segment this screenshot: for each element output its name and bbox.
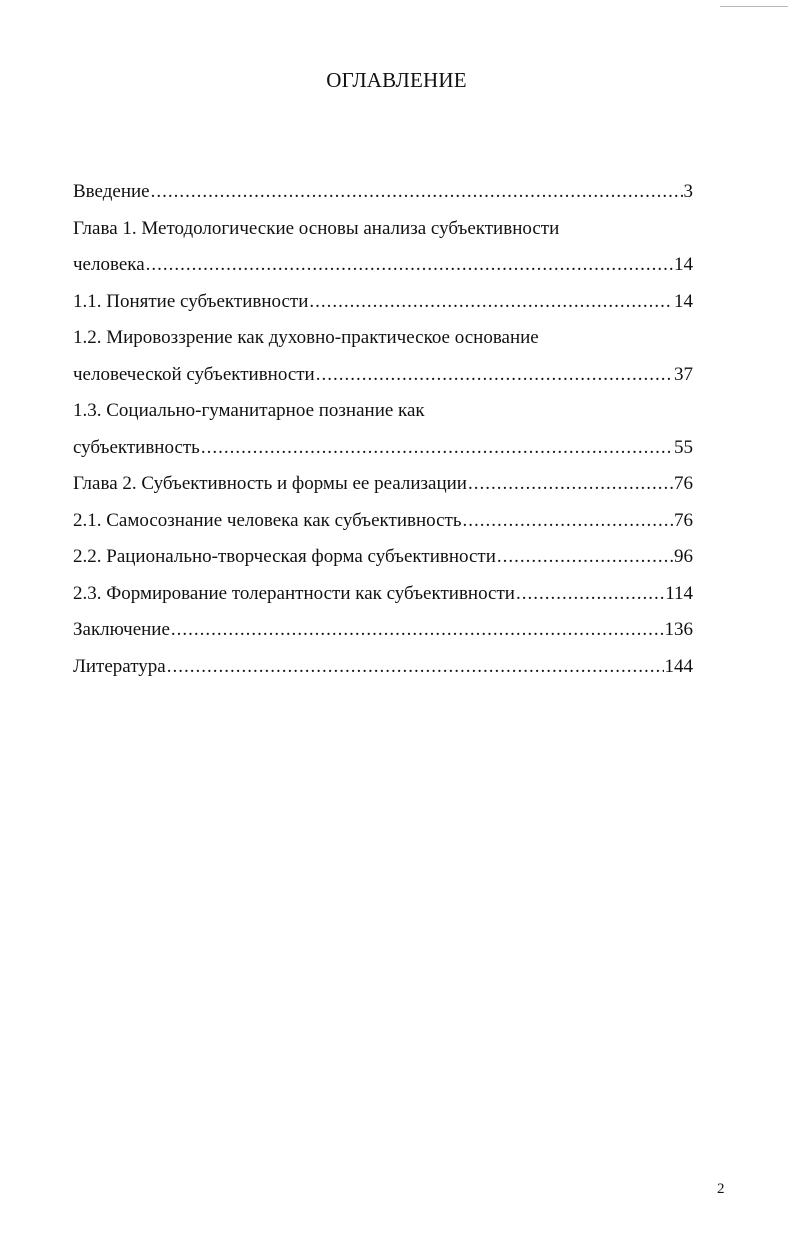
toc-entry-section-1-3-line-1: [73, 393, 693, 430]
toc-entry-conclusion: [73, 612, 693, 649]
dot-leader: [516, 576, 664, 613]
dot-leader: [468, 466, 673, 503]
toc-entry-title: 1.3. Социально-гуманитарное познание как: [73, 400, 425, 421]
toc-entry-section-2-3: [73, 576, 693, 613]
dot-leader: [463, 503, 673, 540]
toc-entry-title: Литература: [73, 655, 166, 677]
toc-entry-section-2-2: [73, 539, 693, 576]
toc-entry-page: 37: [674, 363, 693, 385]
toc-entry-chapter-2: [73, 466, 693, 503]
toc-entry-title: 2.3. Формирование толерантности как субъективности: [73, 582, 515, 604]
toc-entry-section-1-1: [73, 284, 693, 321]
dot-leader: [497, 539, 673, 576]
dot-leader: [151, 174, 683, 211]
toc-entry-title: субъективность: [73, 436, 200, 458]
dot-leader: [167, 649, 664, 686]
toc-entry-section-1-3-line-2: [73, 430, 693, 467]
toc-entry-section-1-2-line-2: [73, 357, 693, 394]
dot-leader: [309, 284, 673, 321]
dot-leader: [171, 612, 664, 649]
dot-leader: [316, 357, 673, 394]
toc-entry-page: 55: [674, 436, 693, 458]
table-of-contents: [73, 174, 693, 685]
toc-entry-title: человека: [73, 254, 145, 275]
toc-entry-chapter-1-line-2: [73, 247, 693, 284]
dot-leader: [201, 430, 673, 467]
toc-entry-page: 14: [674, 254, 693, 275]
toc-entry-page: 3: [683, 181, 693, 202]
toc-entry-title: 1.2. Мировоззрение как духовно-практическое основание: [73, 327, 539, 348]
toc-entry-title: 2.2. Рационально-творческая форма субъективности: [73, 546, 496, 567]
toc-entry-section-2-1: [73, 503, 693, 540]
toc-entry-introduction: [73, 174, 693, 211]
toc-entry-title: человеческой субъективности: [73, 363, 315, 385]
toc-entry-chapter-1-line-1: [73, 211, 693, 248]
toc-entry-page: 136: [664, 619, 693, 640]
toc-heading: ОГЛАВЛЕНИЕ: [326, 68, 467, 92]
dot-leader: [146, 247, 673, 284]
toc-entry-title: Глава 1. Методологические основы анализа субъективности: [73, 217, 560, 239]
toc-entry-section-1-2-line-1: [73, 320, 693, 357]
toc-entry-page: 96: [674, 546, 693, 567]
toc-entry-bibliography: [73, 649, 693, 686]
toc-entry-title: Заключение: [73, 619, 170, 640]
toc-entry-page: 144: [664, 655, 693, 677]
toc-entry-page: 114: [665, 582, 693, 604]
toc-entry-title: 2.1. Самосознание человека как субъективность: [73, 509, 462, 531]
toc-entry-page: 76: [674, 473, 693, 494]
toc-entry-page: 76: [674, 509, 693, 531]
toc-entry-title: Глава 2. Субъективность и формы ее реализации: [73, 473, 467, 494]
page-number: 2: [717, 1181, 725, 1197]
toc-entry-page: 14: [674, 290, 693, 312]
toc-entry-title: Введение: [73, 181, 150, 202]
toc-entry-title: 1.1. Понятие субъективности: [73, 290, 309, 312]
scan-artifact-line: [720, 6, 788, 7]
